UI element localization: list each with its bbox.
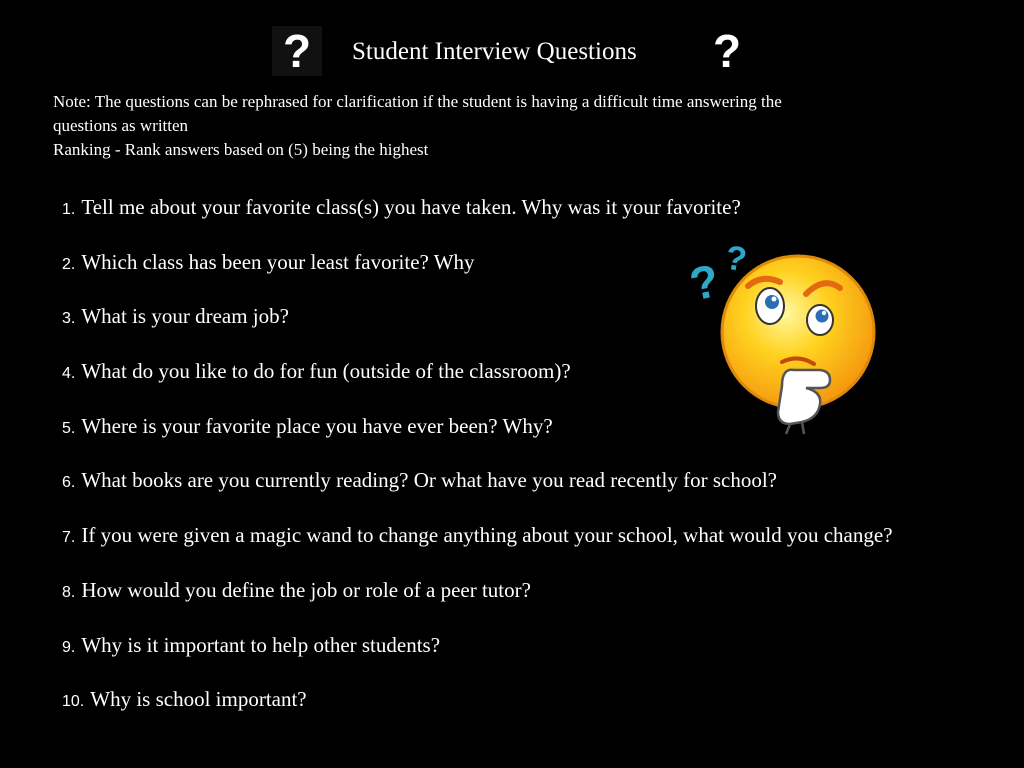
- note-line: Note: The questions can be rephrased for clarification if the student is having a difficult time answering the: [53, 92, 782, 111]
- question-number: 1.: [62, 201, 76, 218]
- wrist: [802, 422, 804, 434]
- question-number: 4.: [62, 365, 76, 383]
- question-text: Which class has been your least favorite? Why: [81, 249, 475, 274]
- question-text: If you were given a magic wand to change anything about your school, what would you change?: [81, 523, 893, 548]
- question-item: [62, 631, 1002, 686]
- question-text: What books are you currently reading? Or what have you read recently for school?: [81, 468, 777, 493]
- question-number: 3.: [62, 310, 76, 328]
- question-number: 5.: [62, 419, 76, 437]
- question-number: 9.: [62, 638, 76, 656]
- question-number: 2.: [62, 255, 76, 273]
- pupil-right: [816, 310, 829, 323]
- question-mark-icon-left: [272, 26, 322, 76]
- question-item: [62, 685, 1002, 740]
- question-item: [62, 576, 1002, 631]
- question-text: Tell me about your favorite class(s) you have taken. Why was it your favorite?: [81, 195, 741, 219]
- note-block: [53, 90, 953, 162]
- question-text: What do you like to do for fun (outside of the classroom)?: [81, 359, 571, 384]
- glint-right: [822, 311, 826, 315]
- question-mark-icon: ?: [685, 253, 724, 311]
- question-item: [62, 466, 1002, 521]
- question-mark-glyph: ?: [712, 25, 742, 77]
- question-text: Where is your favorite place you have ever been? Why?: [81, 413, 553, 438]
- glint-left: [772, 297, 777, 302]
- pupil-left: [765, 295, 779, 309]
- question-mark-glyph: ?: [282, 25, 312, 77]
- question-mark-icon: ?: [722, 238, 750, 280]
- question-mark-icon-right: [702, 26, 752, 76]
- ranking-line: Ranking - Rank answers based on (5) being the highest: [53, 140, 429, 159]
- page-title: Student Interview Questions: [352, 38, 637, 65]
- question-text: Why is it important to help other students?: [81, 632, 441, 657]
- question-text: Why is school important?: [90, 687, 307, 712]
- question-number: 8.: [62, 583, 76, 601]
- question-number: 10.: [62, 693, 85, 711]
- question-number: 7.: [62, 529, 76, 547]
- question-number: 6.: [62, 474, 76, 492]
- thinking-face-icon: [685, 236, 880, 436]
- question-item: [62, 521, 1002, 576]
- question-text: What is your dream job?: [81, 304, 289, 329]
- question-text: How would you define the job or role of a peer tutor?: [81, 577, 531, 602]
- wrist: [786, 424, 790, 434]
- note-line: questions as written: [53, 116, 189, 135]
